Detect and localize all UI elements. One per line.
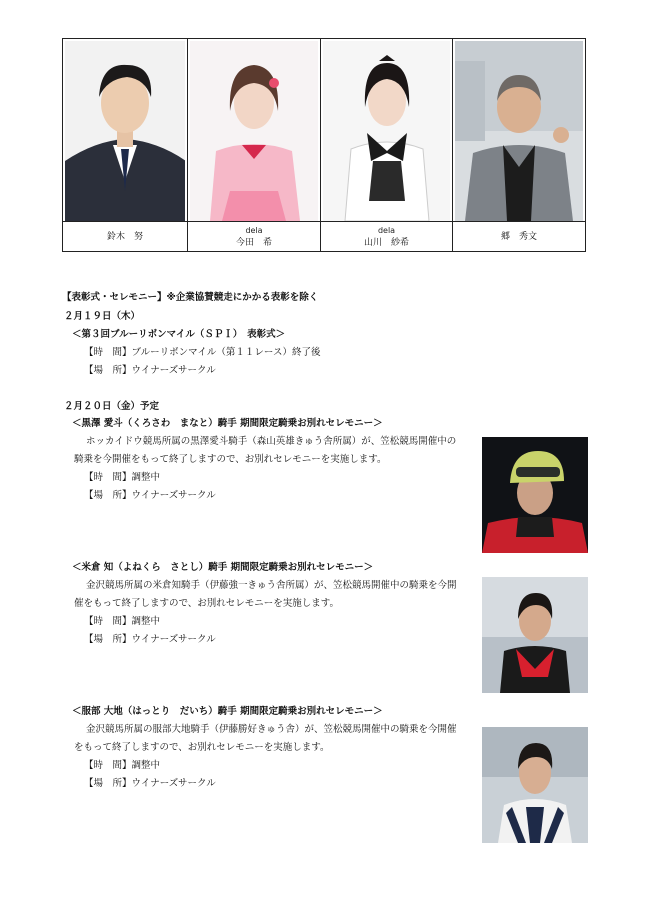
ceremony-desc: をもって終了しますので、お別れセレモニーを実施します。	[74, 742, 330, 753]
ceremony-title: ＜黒澤 愛斗（くろさわ まなと）騎手 期間限定騎乗お別れセレモニー＞	[72, 418, 383, 429]
ceremony-desc: 金沢競馬所属の服部大地騎手（伊藤勝好きゅう舎）が、笠松競馬開催中の騎乗を今開催	[86, 724, 457, 735]
guest-cell	[63, 39, 188, 251]
ceremony-title: ＜服部 大地（はっとり だいち）騎手 期間限定騎乗お別れセレモニー＞	[72, 706, 383, 717]
guest-cell	[321, 39, 453, 251]
ceremony-desc: 騎乗を今開催をもって終了しますので、お別れセレモニーを実施します。	[74, 454, 387, 465]
guest-photo	[455, 41, 583, 221]
day1-place: 【場 所】ウイナーズサークル	[84, 365, 216, 376]
guest-name: 鈴木 努	[106, 232, 143, 242]
guest-name-cell	[453, 221, 585, 252]
guest-name-cell	[321, 221, 452, 252]
ceremony-place: 【場 所】ウイナーズサークル	[84, 634, 216, 645]
ceremony-place: 【場 所】ウイナーズサークル	[84, 778, 216, 789]
ceremony-time: 【時 間】調整中	[84, 760, 161, 771]
guest-photo	[323, 41, 450, 221]
day1-event-title: ＜第３回ブルーリボンマイル（ＳＰＩ） 表彰式＞	[72, 329, 286, 340]
jockey-photo	[482, 437, 588, 553]
section-title: 【表彰式・セレモニー】※企業協賛競走にかかる表彰を除く	[62, 292, 319, 303]
guest-name: 山川 紗希	[363, 238, 409, 248]
guest-photo	[190, 41, 318, 221]
jockey-photo	[482, 577, 588, 693]
day2-date: ２月２０日（金）予定	[64, 401, 160, 412]
guest-unit: dela	[245, 226, 263, 235]
day1-time: 【時 間】ブルーリボンマイル（第１１レース）終了後	[84, 347, 321, 358]
ceremony-desc: 催をもって終了しますので、お別れセレモニーを実施します。	[74, 598, 340, 609]
guest-name-cell	[188, 221, 320, 252]
ceremony-desc: ホッカイドウ競馬所属の黒澤愛斗騎手（森山英雄きゅう舎所属）が、笠松競馬開催中の	[86, 436, 457, 447]
guest-table	[62, 38, 586, 252]
jockey-photo	[482, 727, 588, 843]
guest-name: 今田 希	[235, 238, 272, 248]
ceremony-title: ＜米倉 知（よねくら さとし）騎手 期間限定騎乗お別れセレモニー＞	[72, 562, 374, 573]
guest-name: 郷 秀文	[500, 232, 537, 242]
ceremony-time: 【時 間】調整中	[84, 472, 161, 483]
ceremony-place: 【場 所】ウイナーズサークル	[84, 490, 216, 501]
guest-unit: dela	[377, 226, 396, 235]
ceremony-desc: 金沢競馬所属の米倉知騎手（伊藤強一きゅう舎所属）が、笠松競馬開催中の騎乗を今開	[86, 580, 457, 591]
ceremony-time: 【時 間】調整中	[84, 616, 161, 627]
day1-date: ２月１９日（木）	[64, 311, 141, 322]
guest-name-cell	[63, 221, 187, 252]
guest-photo	[65, 41, 185, 221]
guest-cell	[188, 39, 321, 251]
guest-cell	[453, 39, 585, 251]
